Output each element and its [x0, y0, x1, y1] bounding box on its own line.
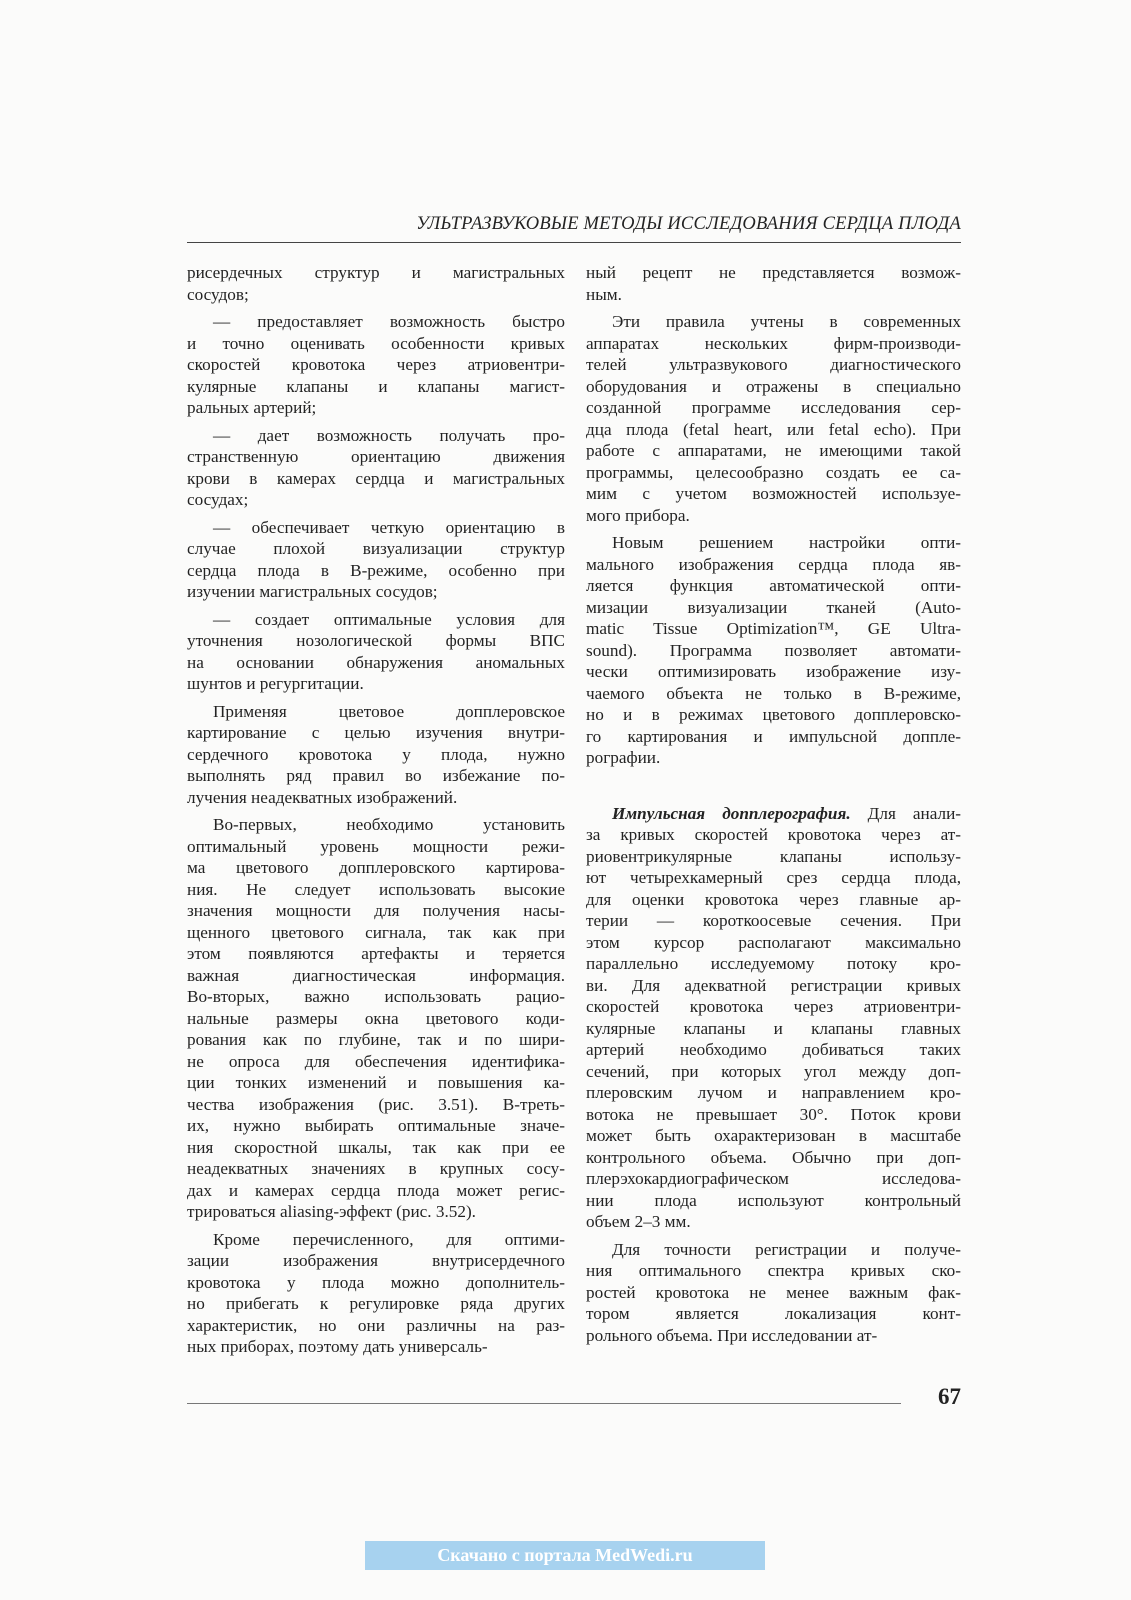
paragraph [187, 262, 565, 305]
right-text-column [586, 262, 961, 1352]
text-line: плеровским лучом и направлением кро- [586, 1083, 961, 1102]
text-line: не опроса для обеспечения идентифика- [187, 1051, 565, 1071]
text-line: оборудования и отражены в специально [586, 376, 961, 396]
footer-rule [187, 1403, 901, 1404]
section-gap [586, 775, 961, 803]
text-line: чески оптимизировать изображение изу- [586, 662, 961, 681]
text-line: нальные размеры окна цветового коди- [187, 1008, 565, 1028]
text-line: Кроме перечисленного, для оптими- [213, 1229, 565, 1249]
text-line: рисердечных структур и магистральных [187, 263, 565, 282]
text-line: но и в режимах цветового допплеровско- [586, 705, 961, 724]
text-line: объем 2–3 мм. [586, 1212, 691, 1231]
text-line: скоростей кровотока через атриовентри- [187, 355, 565, 374]
paragraph [187, 425, 565, 511]
page-number: 67 [938, 1384, 961, 1409]
running-header [187, 214, 961, 243]
text-line: чества изображения (рис. 3.51). В-треть- [187, 1094, 565, 1114]
paragraph [187, 517, 565, 603]
text-line: мального изображения сердца плода яв- [586, 554, 961, 574]
text-line: щенного цветового сигнала, так как при [187, 922, 565, 942]
text-line: рографии. [586, 748, 661, 767]
text-line: нии плода используют контрольный [586, 1190, 961, 1210]
text-line: риовентрикулярные клапаны использу- [586, 846, 961, 866]
text-line: Эти правила учтены в современных [612, 312, 961, 331]
text-line: программы, целесообразно создать ее са- [586, 462, 961, 482]
text-line: трироваться aliasing-эффект (рис. 3.52). [187, 1202, 476, 1221]
text-line: выполнять ряд правил во избежание по- [187, 766, 565, 785]
text-line: ции тонких изменений и повышения ка- [187, 1073, 565, 1092]
text-line: — обеспечивает четкую ориентацию в [213, 517, 565, 537]
text-line: ма цветового допплеровского картирова- [187, 858, 565, 877]
text-line: странственную ориентацию движения [187, 447, 565, 466]
text-line: ния оптимального спектра кривых ско- [586, 1261, 961, 1280]
text-line: ви. Для адекватной регистрации кривых [586, 975, 961, 995]
text-line: рольного объема. При исследовании ат- [586, 1325, 878, 1345]
text-line: кулярные клапаны и клапаны магист- [187, 376, 565, 396]
text-line: ных приборах, поэтому дать универсаль- [187, 1337, 488, 1356]
text-line: мого прибора. [586, 505, 690, 525]
text-line: Для точности регистрации и получе- [612, 1239, 961, 1259]
text-line: го картирования и импульсной доппле- [586, 726, 961, 746]
text-line: этом курсор располагают максимально [586, 932, 961, 952]
text-line: параллельно исследуемому потоку кро- [586, 954, 961, 973]
paragraph [187, 814, 565, 1223]
text-line [586, 803, 961, 825]
text-line: картирование с целью изучения внутри- [187, 723, 565, 742]
text-line: на основании обнаружения аномальных [187, 652, 565, 672]
text-line: может быть охарактеризован в масштабе [586, 1126, 961, 1145]
section-heading: Импульсная допплерография. [612, 803, 851, 823]
paragraph [586, 262, 961, 305]
text-line: дца плода (fetal heart, или fetal echo). При [586, 419, 961, 439]
text-line: sound). Программа позволяет автомати- [586, 640, 961, 660]
text-line: артерий необходимо добиваться таких [586, 1040, 961, 1059]
text-run: Для анали- [850, 803, 961, 823]
text-line: — дает возможность получать про- [213, 425, 565, 445]
paragraph [586, 1239, 961, 1347]
text-line: неадекватных значениях в крупных сосу- [187, 1159, 565, 1178]
text-line: изучении магистральных сосудов; [187, 582, 438, 601]
text-line: мим с учетом возможностей используе- [586, 484, 961, 503]
text-line: Новым решением настройки опти- [612, 533, 961, 552]
paragraph [187, 1229, 565, 1358]
text-line: аппаратах нескольких фирм-производи- [586, 333, 961, 353]
text-line: рования как по глубине, так и по шири- [187, 1030, 565, 1049]
paragraph [187, 311, 565, 419]
text-line: и точно оценивать особенности кривых [187, 333, 565, 353]
text-line: значения мощности для получения насы- [187, 901, 565, 920]
text-line: уточнения нозологической формы ВПС [187, 631, 565, 650]
text-line: за кривых скоростей кровотока через ат- [586, 825, 961, 844]
text-line: дах и камерах сердца плода может регис- [187, 1180, 565, 1200]
text-line: крови в камерах сердца и магистральных [187, 468, 565, 488]
text-line: ляется функция автоматической опти- [586, 576, 961, 595]
text-line: лучения неадекватных изображений. [187, 787, 458, 807]
text-line: мизации визуализации тканей (Auto- [586, 597, 961, 617]
text-line: ным. [586, 284, 622, 304]
text-line: сечений, при которых угол между доп- [586, 1061, 961, 1081]
text-line: контрольного объема. Обычно при доп- [586, 1147, 961, 1167]
text-line: зации изображения внутрисердечного [187, 1251, 565, 1270]
text-line: важная диагностическая информация. [187, 965, 565, 985]
text-line: кровотока у плода можно дополнитель- [187, 1272, 565, 1292]
text-line: сердца плода в В-режиме, особенно при [187, 560, 565, 580]
text-line: характеристик, но они различны на раз- [187, 1315, 565, 1335]
text-line: ральных артерий; [187, 398, 317, 417]
text-line: matic Tissue Optimization™, GE Ultra- [586, 619, 961, 638]
text-line: шунтов и регургитации. [187, 674, 364, 693]
text-line: случае плохой визуализации структур [187, 539, 565, 558]
text-line: но прибегать к регулировке ряда других [187, 1294, 565, 1313]
text-line: Во-первых, необходимо установить [213, 815, 565, 834]
text-line: вотока не превышает 30°. Поток крови [586, 1104, 961, 1124]
text-line: терии — короткоосевые сечения. При [586, 911, 961, 930]
paragraph [187, 701, 565, 809]
text-line: чаемого объекта не только в В-режиме, [586, 683, 961, 703]
text-line: Применяя цветовое допплеровское [213, 701, 565, 721]
text-line: работе с аппаратами, не имеющими такой [586, 441, 961, 460]
paragraph [187, 609, 565, 695]
text-line: ния скоростной шкалы, так как при ее [187, 1137, 565, 1157]
text-line: тором является локализация конт- [586, 1304, 961, 1323]
text-line: для оценки кровотока через главные ар- [586, 889, 961, 909]
text-line: этом появляются артефакты и теряется [187, 944, 565, 963]
text-line: сосудах; [187, 490, 249, 509]
watermark-banner: Скачано с портала MedWedi.ru [365, 1541, 765, 1570]
paragraph [586, 532, 961, 769]
text-line: оптимальный уровень мощности режи- [187, 836, 565, 856]
text-line: — предоставляет возможность быстро [213, 312, 565, 331]
text-line: плерэхокардиографическом исследова- [586, 1169, 961, 1188]
text-line: созданной программе исследования сер- [586, 398, 961, 417]
text-line: их, нужно выбирать оптимальные значе- [187, 1116, 565, 1135]
text-line: сердечного кровотока у плода, нужно [187, 744, 565, 764]
paragraph [586, 311, 961, 526]
left-text-column [187, 262, 565, 1364]
text-line: сосудов; [187, 284, 249, 304]
text-line: — создает оптимальные условия для [213, 609, 565, 629]
text-line: ют четырехкамерный срез сердца плода, [586, 868, 961, 887]
text-line: ный рецепт не представляется возмож- [586, 263, 961, 282]
text-line: телей ультразвукового диагностического [586, 355, 961, 374]
text-line: ростей кровотока не менее важным фак- [586, 1282, 961, 1302]
text-line: Во-вторых, важно использовать рацио- [187, 987, 565, 1006]
text-line: скоростей кровотока через атриовентри- [586, 997, 961, 1016]
text-line: ния. Не следует использовать высокие [187, 879, 565, 899]
running-header-title: УЛЬТРАЗВУКОВЫЕ МЕТОДЫ ИССЛЕДОВАНИЯ СЕРДЦА ПЛОДА [416, 214, 961, 234]
text-line: кулярные клапаны и клапаны главных [586, 1018, 961, 1038]
paragraph [586, 803, 961, 1233]
